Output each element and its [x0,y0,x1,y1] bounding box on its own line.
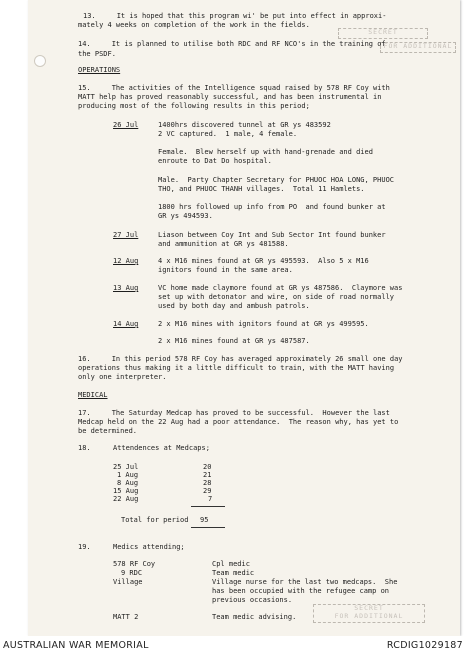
attendance-count: 21 [203,471,212,479]
document-page [28,0,460,636]
entry-line: 2 x M16 mines with ignitors found at GR ys 499595. [158,320,369,328]
medic-role: Cpl medic [212,560,250,568]
para19-number: 19. [78,543,91,551]
security-stamp-top: SECRET [338,28,428,39]
para19-heading: Medics attending; [113,543,185,551]
stamp-line: SECRET [354,604,384,612]
entry-line: Female. Blew herself up with hand-grenade and died [158,148,373,156]
total-rule-top [191,506,225,507]
medic-role: has been occupied with the refugee camp on [212,587,390,595]
medic-unit: 9 RDC [121,569,143,577]
medic-role: Village nurse for the last two medcaps. She [212,578,398,586]
para16-line2: operations thus making it a little difficult to train, with the MATT having [78,364,395,372]
entry-line: 2 x M16 mines found at GR ys 487587. [158,337,310,345]
entry-line: 1400hrs discovered tunnel at GR ys 483592 [158,121,331,129]
punch-hole [34,55,46,67]
total-value: 95 [200,516,209,524]
entry-line: VC home made claymore found at GR ys 487586. Claymore was [158,284,403,292]
medic-role: Team medic advising. [212,613,297,621]
entry-date: 14 Aug [113,320,139,328]
para15-line1: 15. The activities of the Intelligence squad raised by 578 RF Coy with [78,84,390,92]
para16-line3: only one interpreter. [78,373,167,381]
para13-line2: mately 4 weeks on completion of the work in the fields. [78,21,310,29]
para14-line1: 14. It is planned to utilise both RDC and RF NCO's in the training of [78,40,386,48]
entry-line: used by both day and ambush patrols. [158,302,310,310]
entry-line: set up with detonator and wire, on side of road normally [158,293,395,301]
entry-line: enroute to Dat Do hospital. [158,157,272,165]
para13-line1: 13. It is hoped that this program wi' be put into effect in approxi- [83,12,387,20]
para17-line2: Medcap held on the 22 Aug had a poor attendance. The reason why, has yet to [78,418,399,426]
total-label: Total for period [121,516,189,524]
attendance-count: 29 [203,487,212,495]
attendance-date: 8 Aug [117,479,139,487]
medic-role: Team medic [212,569,255,577]
entry-line: ignitors found in the same area. [158,266,293,274]
para14-line2: the PSDF. [78,50,116,58]
para17-line1: 17. The Saturday Medcap has proved to be successful. However the last [78,409,390,417]
para18-heading: Attendences at Medcaps; [113,444,210,452]
para16-line1: 16. In this period 578 RF Coy has averaged approximately 26 small one day [78,355,403,363]
security-stamp-bottom [313,604,425,623]
entry-line: Liason between Coy Int and Sub Sector Int found bunker [158,231,386,239]
medic-unit: Village [113,578,143,586]
attendance-count: 7 [208,495,213,503]
medical-heading: MEDICAL [78,391,108,399]
entry-line: 2 VC captured. 1 male, 4 female. [158,130,298,138]
stamp-line: FOR ADDITIONAL [334,611,404,620]
attendance-count: 28 [203,479,212,487]
entry-date: 12 Aug [113,257,139,265]
medic-unit: MATT 2 [113,613,139,621]
archive-footer [0,636,467,654]
para15-line3: producing most of the following results in this period; [78,102,310,110]
entry-line: Male. Party Chapter Secretary for PHUOC HOA LONG, PHUOC [158,176,395,184]
entry-date: 27 Jul [113,231,139,239]
para18-number: 18. [78,444,91,452]
attendance-date: 25 Jul [113,463,139,471]
security-stamp-mid: FOR ADDITIONAL [380,42,456,53]
attendance-date: 22 Aug [113,495,139,503]
footer-record-id: RCDIG1029187 [386,640,463,651]
entry-line: GR ys 494593. [158,212,213,220]
medic-unit: 578 RF Coy [113,560,156,568]
attendance-count: 20 [203,463,212,471]
entry-line: THO, and PHUOC THANH villages. Total 11 Hamlets. [158,185,365,193]
entry-line: 4 x M16 mines found at GR ys 495593. Also 5 x M16 [158,257,369,265]
entry-line: and ammunition at GR ys 481588. [158,240,289,248]
medic-role: previous occasions. [212,596,293,604]
footer-source: AUSTRALIAN WAR MEMORIAL [3,640,149,651]
attendance-date: 1 Aug [117,471,139,479]
entry-date: 13 Aug [113,284,139,292]
operations-heading: OPERATIONS [78,66,121,74]
entry-date: 26 Jul [113,121,139,129]
para17-line3: be determined. [78,427,138,435]
attendance-date: 15 Aug [113,487,139,495]
total-rule-bottom [191,527,225,528]
entry-line: 1800 hrs followed up info from PO and found bunker at [158,203,386,211]
para15-line2: MATT help has proved reasonably successful, and has been instrumental in [78,93,382,101]
